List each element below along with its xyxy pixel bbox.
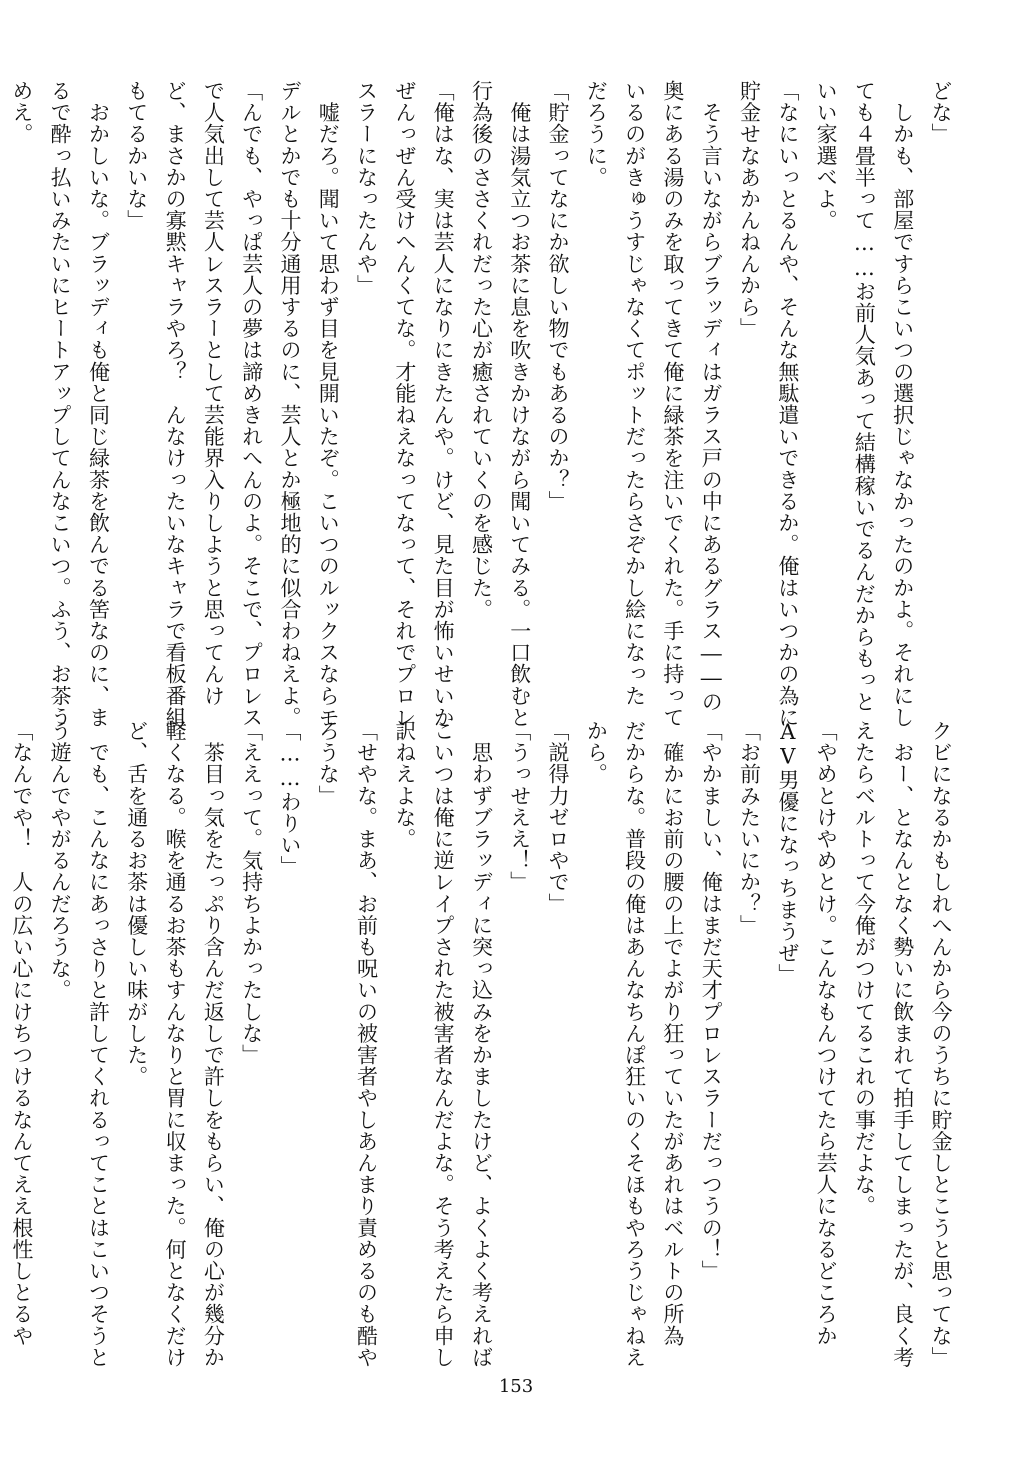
text-line: るで酔っ払いみたいにヒートアップしてんなこいつ。ふう、お茶う	[48, 80, 73, 728]
text-line: スラーになったんや」	[354, 80, 379, 296]
text-line: 確かにお前の腰の上でよがり狂っていたがあれはベルトの所為	[660, 720, 685, 1347]
text-line: ても４畳半って……お前人気あって結構稼いでるんだからもっと	[852, 80, 877, 713]
text-line: 「なんでや！ 人の広い心にけちつけるなんてええ根性しとるや	[9, 720, 34, 1347]
text-line: 「説得力ゼロやで」	[546, 720, 571, 915]
text-line: だからな。普段の俺はあんなちんぽ狂いのくそほもやろうじゃねえ	[622, 720, 647, 1368]
text-line: 「なにいっとるんや、そんな無駄遣いできるか。俺はいつかの為に	[775, 80, 800, 728]
text-line: クビになるかもしれへんから今のうちに貯金しとこうと思ってな」	[929, 720, 953, 1368]
text-line: おー、となんとなく勢いに飲まれて拍手してしまったが、良く考	[890, 720, 915, 1368]
text-line: 「貯金ってなにか欲しい物でもあるのか？」	[546, 80, 571, 512]
text-line: 行為後のささくれだった心が癒されていくのを感じた。	[469, 80, 494, 620]
text-line: 「んでも、やっぱ芸人の夢は諦めきれへんのよ。そこで、プロレス	[239, 80, 264, 728]
text-line: 俺は湯気立つお茶に息を吹きかけながら聞いてみる。一口飲むと	[507, 80, 532, 728]
text-line: 「やめとけやめとけ。こんなもんつけてたら芸人になるどころか	[814, 720, 839, 1347]
text-line: だろうに。	[584, 80, 609, 188]
text-line: で人気出して芸人レスラーとして芸能界入りしようと思ってんけ	[201, 80, 226, 707]
text-line: しかも、部屋ですらこいつの選択じゃなかったのかよ。それにし	[890, 80, 915, 728]
text-line: 「うっせええ！」	[507, 720, 532, 893]
text-line: 「せやな。まあ、お前も呪いの被害者やしあんまり責めるのも酷や	[354, 720, 379, 1368]
text-line: 「やかましい、俺はまだ天才プロレスラーだっつうの！」	[699, 720, 724, 1282]
text-line: こいつは俺に逆レイプされた被害者なんだよな。そう考えたら申し	[431, 720, 456, 1368]
text-line: どな」	[929, 80, 953, 145]
upper-text-block	[9, 80, 960, 728]
lower-text-block	[9, 720, 960, 1368]
text-line: ぜんっぜん受けへんくてな。才能ねえなってなって、それでプロレ	[392, 80, 417, 728]
text-line: ろうな」	[316, 720, 341, 807]
text-line: AV男優になっちまうぜ」	[775, 720, 800, 986]
text-line: 茶目っ気をたっぷり含んだ返しで許しをもらい、俺の心が幾分か	[201, 720, 226, 1368]
text-line: 訳ねえよな。	[392, 720, 417, 850]
text-line: でも、こんなにあっさりと許してくれるってことはこいつそうと	[86, 720, 111, 1368]
text-line: 奥にある湯のみを取ってきて俺に緑茶を注いでくれた。手に持って	[660, 80, 685, 728]
text-line: 「お前みたいにか？」	[737, 720, 762, 936]
text-line	[0, 80, 3, 680]
text-line: デルとかでも十分通用するのに、芸人とか極地的に似合わねえよ。	[277, 80, 302, 728]
text-line: いるのがきゅうすじゃなくてポットだったらさぞかし絵になった	[622, 80, 647, 707]
text-line: 嘘だろ。聞いて思わず目を見開いたぞ。こいつのルックスならモ	[316, 80, 341, 728]
text-line: 思わずブラッディに突っ込みをかましたけど、よくよく考えれば	[469, 720, 494, 1368]
text-line: おかしいな。ブラッディも俺と同じ緑茶を飲んでる筈なのに、ま	[86, 80, 111, 728]
text-line: 軽くなる。喉を通るお茶もすんなりと胃に収まった。何となくだけ	[163, 720, 188, 1368]
page-number: 153	[498, 1376, 534, 1397]
text-line: 「……わりい」	[277, 720, 302, 878]
text-line: もてるかいな」	[124, 80, 149, 232]
text-line: から。	[584, 720, 609, 785]
text-line: ど、まさかの寡黙キャラやろ？ んなけったいなキャラで看板番組	[163, 80, 188, 728]
text-line: そう言いながらブラッディはガラス戸の中にあるグラス――の	[699, 80, 724, 713]
text-line: めえ。	[9, 80, 34, 145]
text-line: 貯金せなあかんねんから」	[737, 80, 762, 340]
text-line: う遊んでやがるんだろうな。	[48, 720, 73, 1001]
text-line: 「ええって。気持ちよかったしな」	[239, 720, 264, 1066]
text-line: ど、舌を通るお茶は優しい味がした。	[124, 720, 149, 1088]
text-line: えたらベルトって今俺がつけてるこれの事だよな。	[852, 720, 877, 1217]
text-line: いい家選べよ。	[814, 80, 839, 232]
text-line: 「俺はな、実は芸人になりにきたんや。けど、見た目が怖いせいか	[431, 80, 456, 728]
